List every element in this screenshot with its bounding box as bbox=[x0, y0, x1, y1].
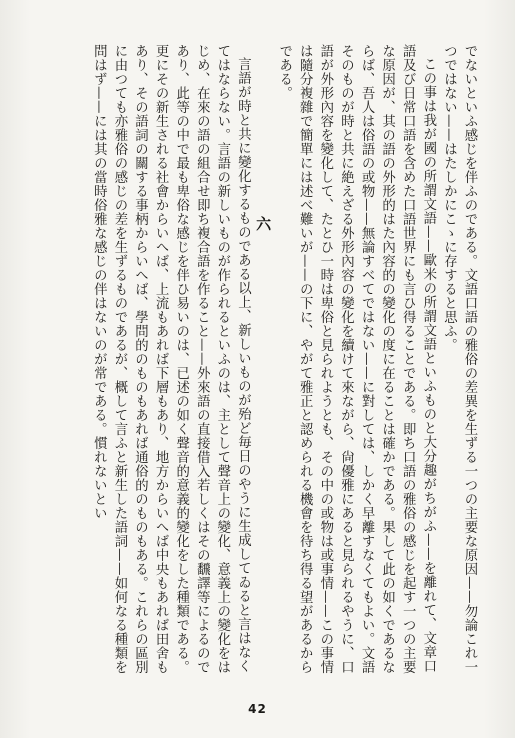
section-heading: 六 bbox=[254, 216, 273, 233]
vertical-body-text bbox=[42, 44, 479, 674]
paragraph: この事は我が國の所謂文語——歐米の所謂文語といふものと大分趣がちがふ——を離れて、文章口語及び日常口語を含めた口語世界にも言ひ得ることである。即ち口語の雅俗の感じを起す一つの主要な原因が、其の語の外形的はた內容的の變化の度に在ることは確かである。果して此の如くであるならば、吾人は俗語の或物——無論すべてではない——に對しては、しかく早離すなくてもよい。文語そのものが時と共に絶えざる外形內容の變化を續けて來ながら、尙優雅にあると見られるやうに、口語が外形內容を變化して、たとひ一時は卑俗と見られようとも、その中の或物は或事情——この事情は隨分複雜で簡單には述べ難いが——の下に、やがて雅正と認められる機會を待ち得る望があるからである。 bbox=[276, 44, 436, 674]
paragraph: でないといふ感じを伴ふのである。文語口語の雅俗の差異を生ずる一つの主要な原因——勿論これ一つではない——はたしかにこゝに存すると思ふ。 bbox=[441, 44, 477, 674]
paragraph: 言語が時と共に變化するものである以上、新しいものが殆ど毎日のやうに生成してゐると言はなくてはならない。言語の新しいものが作られるといふのは、主として聲音上の變化、意義上の變化をはじめ、在來の語の組合せ即ち複合語を作ること——外來語の直接借入若しくはその飜譯等によるのであり、此等の中で最も卑俗な感じを伴ひ易いのは、已述の如く聲音的意義的變化をした種類である。更にその新生される社會からいへば、上流もあれば下層もあり、地方からいへば中央もあれば田舍もあり、その語詞の關する事柄からいへば、學問的のものもあれば通俗的のものもある。これらの區別に由つても亦雅俗の感じの差を生ずるものであるが、概して言ふと新生した語詞——如何なる種類を問はず——には其の當時俗雅な感じの伴はないのが常である。慣れないとい bbox=[91, 44, 251, 674]
page-number: 42 bbox=[248, 702, 267, 716]
